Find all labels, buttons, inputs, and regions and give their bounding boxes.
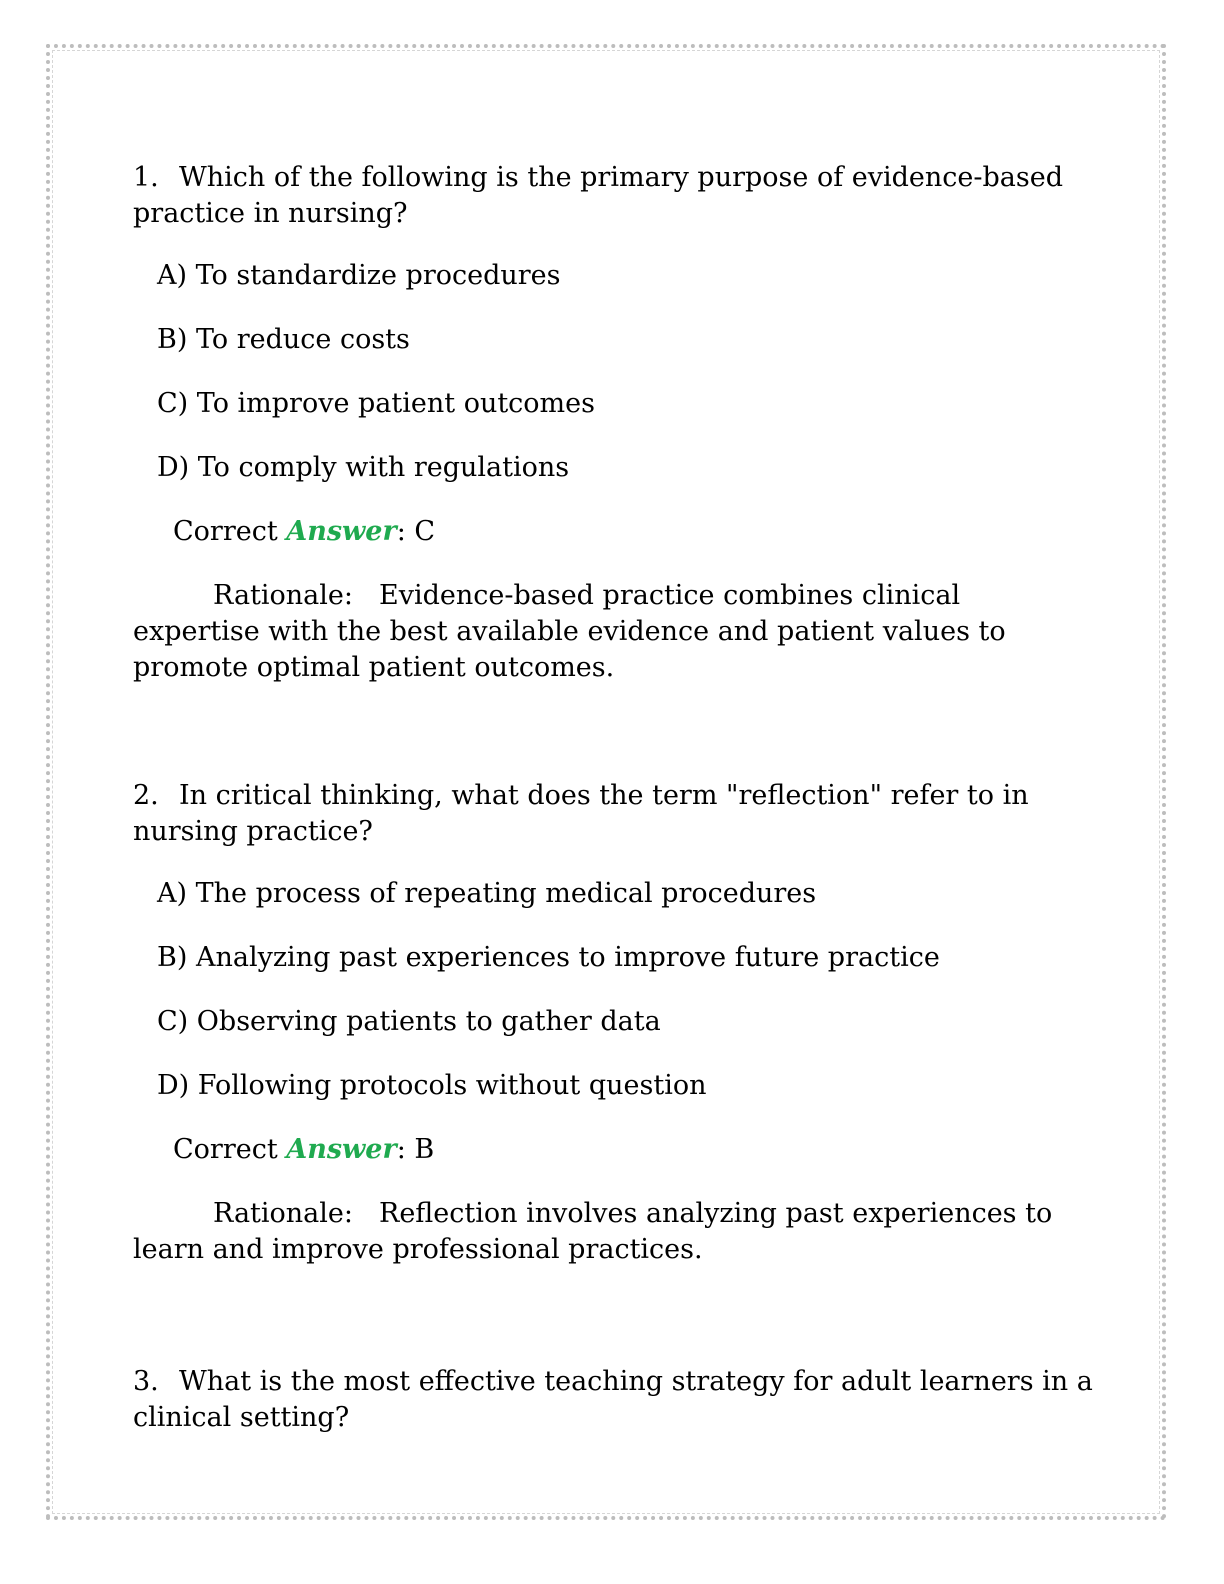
rationale-label: Rationale: (213, 1198, 353, 1229)
correct-letter: : C (396, 516, 436, 547)
question-number: 3. (133, 1366, 159, 1397)
question-stem: What is the most effective teaching strategy for adult learners in a clinical setting? (133, 1366, 1093, 1433)
question-3 (133, 1364, 1093, 1436)
rationale (133, 1196, 1093, 1268)
rationale (133, 578, 1093, 686)
answer-word: Answer (286, 516, 397, 547)
option-a: A) The process of repeating medical procedures (157, 878, 817, 909)
correct-prefix: Correct (173, 1134, 278, 1165)
option-b: B) To reduce costs (157, 324, 410, 355)
option-a: A) To standardize procedures (157, 260, 561, 291)
option-c: C) Observing patients to gather data (157, 1006, 661, 1037)
spacer (133, 1268, 1093, 1364)
rationale-label: Rationale: (213, 580, 353, 611)
question-text (133, 778, 1093, 850)
rationale-text: Reflection involves analyzing past experiences to learn and improve professional practices. (133, 1198, 1053, 1265)
correct-answer (173, 514, 1093, 550)
correct-prefix: Correct (173, 516, 278, 547)
option-d: D) To comply with regulations (157, 452, 570, 483)
question-2 (133, 778, 1093, 1268)
answer-word: Answer (286, 1134, 397, 1165)
option-b: B) Analyzing past experiences to improve future practice (157, 942, 940, 973)
question-text (133, 1364, 1093, 1436)
question-stem: In critical thinking, what does the term "reflection" refer to in nursing practice? (133, 780, 1029, 847)
question-stem: Which of the following is the primary purpose of evidence-based practice in nursing? (133, 162, 1064, 229)
question-number: 1. (133, 162, 159, 193)
correct-answer (173, 1132, 1093, 1168)
rationale-text: Evidence-based practice combines clinical expertise with the best available evidence and patient values to promote optimal patient outcomes. (133, 580, 1006, 683)
option-d: D) Following protocols without question (157, 1070, 707, 1101)
question-number: 2. (133, 780, 159, 811)
question-text (133, 160, 1093, 232)
correct-letter: : B (396, 1134, 435, 1165)
question-1 (133, 160, 1093, 686)
document-content (133, 160, 1093, 1462)
spacer (133, 686, 1093, 778)
option-c: C) To improve patient outcomes (157, 388, 595, 419)
